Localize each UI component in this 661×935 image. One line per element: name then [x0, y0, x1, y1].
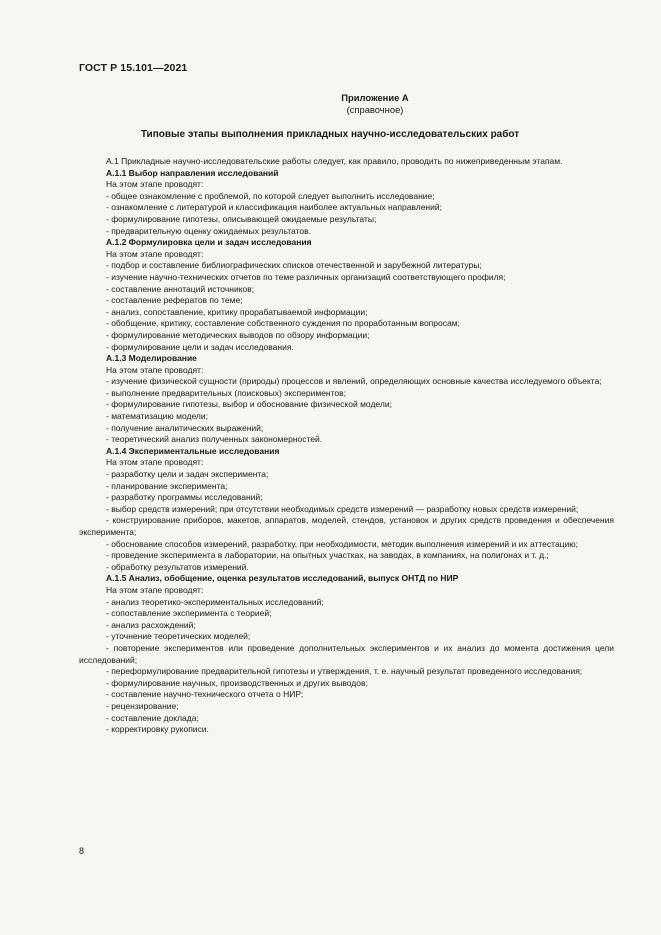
- paragraph: - корректировку рукописи.: [106, 724, 209, 735]
- paragraph: - формулирование цели и задач исследования.: [106, 341, 294, 352]
- paragraph: - составление аннотаций источников;: [106, 283, 255, 294]
- paragraph: - обоснование способов измерений, разработку, при необходимости, методик выполнения измерений и их аттестацию;: [106, 538, 579, 549]
- standard-code: ГОСТ Р 15.101—2021: [79, 62, 188, 74]
- paragraph: - изучение физической сущности (природы) процессов и явлений, определяющих основные качества исследуемого объекта;: [106, 376, 602, 387]
- paragraph: - рецензирование;: [106, 700, 179, 711]
- paragraph: - разработку программы исследований;: [106, 492, 263, 503]
- subsection-heading: А.1.3 Моделирование: [106, 353, 197, 364]
- paragraph: На этом этапе проводят:: [106, 248, 204, 259]
- subsection-heading: А.1.5 Анализ, обобщение, оценка результатов исследований, выпуск ОНТД по НИР: [106, 573, 459, 584]
- paragraph: - планирование эксперимента;: [106, 480, 228, 491]
- paragraph: - математизацию модели;: [106, 411, 208, 422]
- paragraph: - конструирование приборов, макетов, аппаратов, моделей, стендов, установок и других средств проведения и обеспечения эксперимента;: [79, 515, 614, 537]
- paragraph: - формулирование гипотезы, описывающей ожидаемые результаты;: [106, 213, 377, 224]
- paragraph: - выбор средств измерений; при отсутствии необходимых средств измерений — разработку новых средств измерений;: [106, 503, 579, 514]
- paragraph: - общее ознакомление с проблемой, по которой следует выполнить исследование;: [106, 190, 435, 201]
- paragraph: - предварительную оценку ожидаемых результатов.: [106, 225, 311, 236]
- paragraph: На этом этапе проводят:: [106, 584, 204, 595]
- paragraph: - уточнение теоретических моделей;: [106, 631, 251, 642]
- paragraph: - повторение экспериментов или проведение дополнительных экспериментов и их анализ до момента достижения цели исследований;: [79, 642, 614, 665]
- paragraph: - формулирование методических выводов по обзору информации;: [106, 329, 370, 340]
- paragraph: - разработку цели и задач эксперимента;: [106, 469, 269, 480]
- paragraph: - составление доклада;: [106, 712, 199, 723]
- paragraph: На этом этапе проводят:: [106, 364, 204, 375]
- page-number: 8: [79, 846, 85, 856]
- paragraph: - проведение эксперимента в лаборатории, на опытных участках, на заводах, в компаниях, на полигонах и т. д.;: [106, 550, 549, 561]
- paragraph: - переформулирование предварительной гипотезы и утверждения, т. е. научный результат проведенного исследования;: [106, 666, 583, 677]
- appendix-heading: [280, 92, 470, 116]
- paragraph: - ознакомление с литературой и классификация наиболее актуальных направлений;: [106, 202, 442, 213]
- paragraph: - составление рефератов по теме;: [106, 295, 243, 306]
- paragraph: - обработку результатов измерений.: [106, 561, 249, 572]
- paragraph: - составление научно-технического отчета о НИР;: [106, 689, 304, 700]
- subsection-heading: А.1.2 Формулировка цели и задач исследования: [106, 237, 312, 248]
- paragraph: - выполнение предварительных (поисковых) экспериментов;: [106, 387, 347, 398]
- paragraph: - изучение научно-технических отчетов по теме различных организаций соответствующего профиля;: [106, 271, 506, 282]
- paragraph: А.1 Прикладные научно-исследовательские работы следует, как правило, проводить по нижеприведенным этапам.: [106, 156, 563, 166]
- section-title: Типовые этапы выполнения прикладных научно-исследовательских работ: [140, 129, 520, 140]
- paragraph: - анализ расхождений;: [106, 619, 196, 630]
- paragraph: - теоретический анализ полученных закономерностей.: [106, 434, 323, 445]
- paragraph: - анализ теоретико-экспериментальных исследований;: [106, 596, 324, 607]
- subsection-heading: А.1.1 Выбор направления исследований: [106, 167, 279, 178]
- paragraph: - формулирование гипотезы, выбор и обоснование физической модели;: [106, 399, 392, 410]
- document-body: [79, 156, 614, 736]
- paragraph: - сопоставление эксперимента с теорией;: [106, 608, 272, 619]
- subsection-heading: А.1.4 Экспериментальные исследования: [106, 445, 280, 456]
- paragraph: - обобщение, критику, составление собственного суждения по проработанным вопросам;: [106, 318, 460, 329]
- paragraph: - подбор и составление библиографических списков отечественной и зарубежной литературы;: [106, 260, 482, 271]
- paragraph: - получение аналитических выражений;: [106, 422, 264, 433]
- paragraph: На этом этапе проводят:: [106, 457, 204, 468]
- paragraph: - формулирование научных, производственных и других выводов;: [106, 677, 368, 688]
- appendix-subtitle: (справочное): [346, 104, 404, 115]
- paragraph: - анализ, сопоставление, критику прорабатываемой информации;: [106, 306, 368, 317]
- paragraph: На этом этапе проводят:: [106, 179, 204, 190]
- appendix-title: Приложение А: [341, 92, 409, 103]
